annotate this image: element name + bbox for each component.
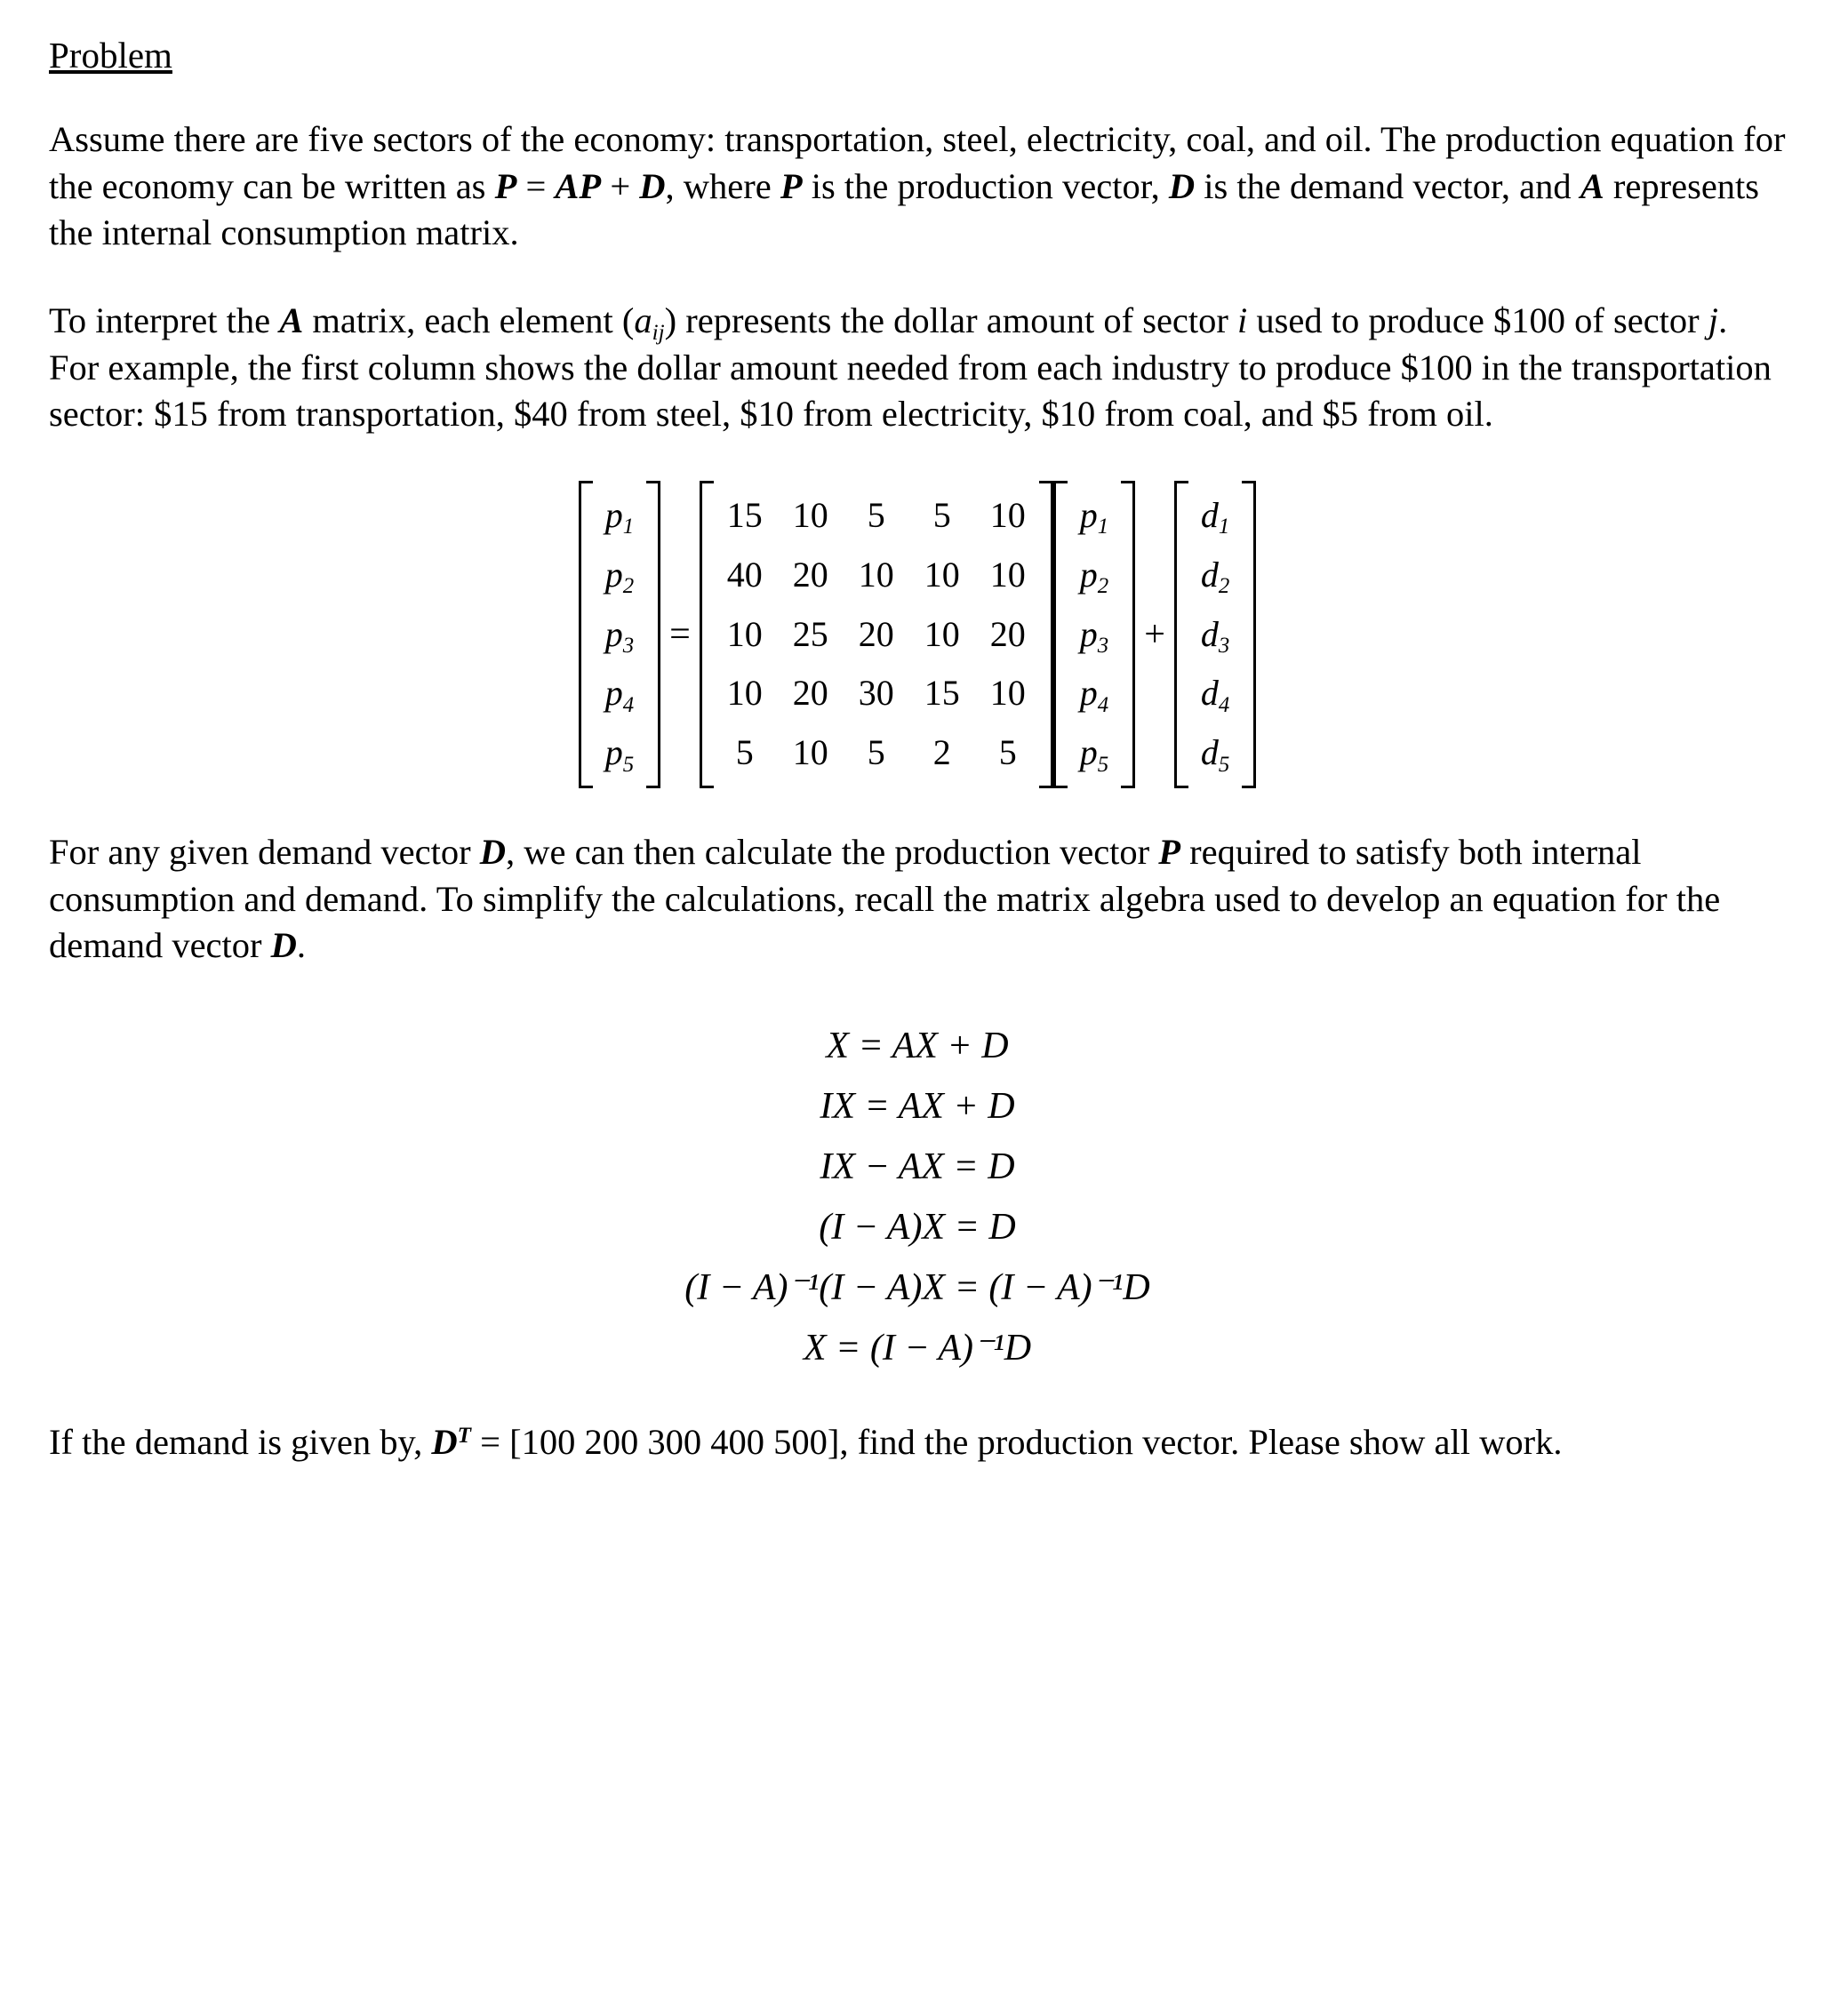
matrix-cell: 5 [735, 732, 754, 773]
matrix-cell: 10 [858, 554, 894, 595]
matrix-equation [49, 481, 1786, 788]
matrix-cell: 10 [989, 494, 1026, 535]
d-base: d [1200, 732, 1219, 773]
var-D-2: D [1168, 165, 1196, 206]
d-base: d [1200, 554, 1219, 595]
text-segment: For any given demand vector [49, 831, 480, 872]
eq-plus: + [601, 165, 640, 206]
matrix-cell: 10 [989, 554, 1026, 595]
var-AP: AP [555, 165, 602, 206]
d-base: d [1200, 494, 1219, 535]
matrix-row [1066, 605, 1123, 665]
matrix-cell [1187, 546, 1244, 605]
matrix-cell [1187, 723, 1244, 783]
matrix-cell [1066, 546, 1123, 605]
derivation-block [49, 1016, 1786, 1378]
d-base: d [1200, 673, 1219, 714]
production-vector [591, 486, 648, 783]
derivation-line-2: IX = AX + D [820, 1085, 1015, 1127]
text-segment: is the demand vector, and [1195, 165, 1580, 206]
derivation-line-4: (I − A)X = D [819, 1206, 1016, 1248]
text-segment: , we can then calculate the production vector [505, 831, 1159, 872]
p-base: p [1079, 613, 1098, 654]
d-sub: 3 [1218, 633, 1230, 658]
p-sub: 1 [622, 515, 635, 539]
matrix-row [1066, 723, 1123, 783]
matrix-cell: 25 [792, 613, 828, 654]
matrix-cell: 10 [792, 494, 828, 535]
matrix-row [1187, 664, 1244, 723]
production-vector-bracket-2 [1053, 481, 1135, 788]
paragraph-interpret [49, 298, 1786, 438]
matrix-cell [1066, 605, 1123, 665]
p-base: p [604, 732, 623, 773]
text-segment: is the production vector, [802, 165, 1169, 206]
consumption-matrix [712, 486, 1041, 783]
matrix-cell [591, 664, 648, 723]
derivation-line-6: X = (I − A)⁻¹D [803, 1328, 1032, 1369]
p-sub: 5 [1097, 752, 1109, 777]
elem-subscript-ij: ij [652, 320, 665, 345]
equals-sign: = [669, 613, 691, 655]
matrix-cell: 20 [792, 554, 828, 595]
var-D-3: D [479, 831, 506, 872]
text-segment: If the demand is given by, [49, 1422, 432, 1463]
var-D-transpose: D [431, 1422, 458, 1463]
text-segment: = [100 200 300 400 500], find the production vector. Please show all work. [471, 1422, 1563, 1463]
d-base: d [1200, 613, 1219, 654]
var-A: A [1580, 165, 1604, 206]
matrix-cell [1187, 664, 1244, 723]
derivation-line-5: (I − A)⁻¹(I − A)X = (I − A)⁻¹D [684, 1266, 1150, 1308]
p-sub: 4 [1097, 692, 1109, 717]
matrix-cell [1066, 723, 1123, 783]
matrix-cell: 20 [858, 613, 894, 654]
matrix-cell [591, 546, 648, 605]
consumption-matrix-bracket [700, 481, 1053, 788]
var-A-matrix: A [279, 300, 304, 341]
var-P: P [494, 165, 517, 206]
derivation-line-1: X = AX + D [826, 1025, 1009, 1066]
p-base: p [604, 554, 623, 595]
demand-vector-bracket [1174, 481, 1256, 788]
matrix-row [1066, 546, 1123, 605]
matrix-cell: 10 [924, 554, 960, 595]
p-sub: 3 [1097, 633, 1109, 658]
matrix-cell: 10 [726, 613, 763, 654]
matrix-cell: 10 [989, 673, 1026, 714]
matrix-cell: 15 [726, 494, 763, 535]
matrix-cell: 5 [932, 494, 951, 535]
text-segment: matrix, each element ( [303, 300, 635, 341]
paragraph-question [49, 1419, 1786, 1466]
matrix-cell: 10 [924, 613, 960, 654]
p-base: p [1079, 673, 1098, 714]
p-base: p [1079, 732, 1098, 773]
d-sub: 4 [1218, 692, 1230, 717]
production-vector-bracket [579, 481, 660, 788]
matrix-row [591, 546, 648, 605]
var-P-3: P [1158, 831, 1181, 872]
p-sub: 5 [622, 752, 635, 777]
matrix-cell [1066, 486, 1123, 546]
var-D-4: D [270, 925, 297, 966]
text-segment: Assume there are five sectors of the economy: transportation, steel, electricity, coal, and oil. The production equation for the economy can be written as [49, 119, 1786, 206]
matrix-cell: 20 [792, 673, 828, 714]
matrix-cell [1066, 664, 1123, 723]
table-row [712, 664, 1041, 723]
paragraph-intro [49, 116, 1786, 257]
matrix-cell [591, 605, 648, 665]
text-segment: used to produce $100 of sector [1247, 300, 1708, 341]
matrix-row [1066, 664, 1123, 723]
matrix-row [591, 486, 648, 546]
matrix-cell: 5 [867, 732, 885, 773]
p-base: p [1079, 494, 1098, 535]
matrix-cell: 5 [867, 494, 885, 535]
d-sub: 2 [1218, 574, 1230, 599]
p-base: p [604, 494, 623, 535]
matrix-cell: 5 [998, 732, 1017, 773]
text-segment: ) represents the dollar amount of sector [664, 300, 1238, 341]
var-j: j [1708, 300, 1719, 341]
matrix-row [1066, 486, 1123, 546]
matrix-cell: 30 [858, 673, 894, 714]
p-sub: 2 [1097, 574, 1109, 599]
matrix-cell [1187, 605, 1244, 665]
matrix-cell [1187, 486, 1244, 546]
paragraph-demand [49, 829, 1786, 970]
table-row [712, 486, 1041, 546]
p-base: p [1079, 554, 1098, 595]
matrix-cell: 20 [989, 613, 1026, 654]
var-P-2: P [780, 165, 803, 206]
transpose-superscript: T [457, 1423, 471, 1448]
matrix-row [1187, 723, 1244, 783]
p-sub: 2 [622, 574, 635, 599]
matrix-cell [591, 486, 648, 546]
text-segment: represents the internal consumption matrix. [49, 165, 1760, 253]
page-title: Problem [49, 35, 172, 76]
eq-equals: = [516, 165, 556, 206]
matrix-row [1187, 486, 1244, 546]
p-base: p [604, 673, 623, 714]
p-sub: 1 [1097, 515, 1109, 539]
var-D: D [639, 165, 666, 206]
matrix-row [591, 664, 648, 723]
text-segment: To interpret the [49, 300, 280, 341]
matrix-row [1187, 605, 1244, 665]
plus-sign: + [1144, 613, 1165, 655]
matrix-cell [591, 723, 648, 783]
table-row [712, 723, 1041, 783]
d-sub: 1 [1218, 515, 1230, 539]
matrix-row [591, 723, 648, 783]
p-sub: 3 [622, 633, 635, 658]
elem-a: a [634, 300, 652, 341]
derivation-line-3: IX − AX = D [820, 1146, 1015, 1187]
text-segment: , where [665, 165, 780, 206]
production-vector-2 [1066, 486, 1123, 783]
text-segment: required to satisfy both internal consumption and demand. To simplify the calculations, recall the matrix algebra used to develop an equation for the demand vector [49, 831, 1721, 966]
text-segment: . For example, the first column shows the dollar amount needed from each industry to produce $100 in the transportation sector: $15 from transportation, $40 from steel, $10 from electricity, $10 from coal, and $5 from oil. [49, 300, 1772, 435]
matrix-cell: 15 [924, 673, 960, 714]
demand-vector [1187, 486, 1244, 783]
matrix-row [1187, 546, 1244, 605]
matrix-cell: 10 [792, 732, 828, 773]
p-base: p [604, 613, 623, 654]
matrix-cell: 2 [932, 732, 951, 773]
matrix-row [591, 605, 648, 665]
table-row [712, 546, 1041, 605]
matrix-cell: 40 [726, 554, 763, 595]
matrix-cell: 10 [726, 673, 763, 714]
d-sub: 5 [1218, 752, 1230, 777]
text-segment: . [296, 925, 307, 966]
var-i: i [1237, 300, 1248, 341]
table-row [712, 605, 1041, 665]
p-sub: 4 [622, 692, 635, 717]
